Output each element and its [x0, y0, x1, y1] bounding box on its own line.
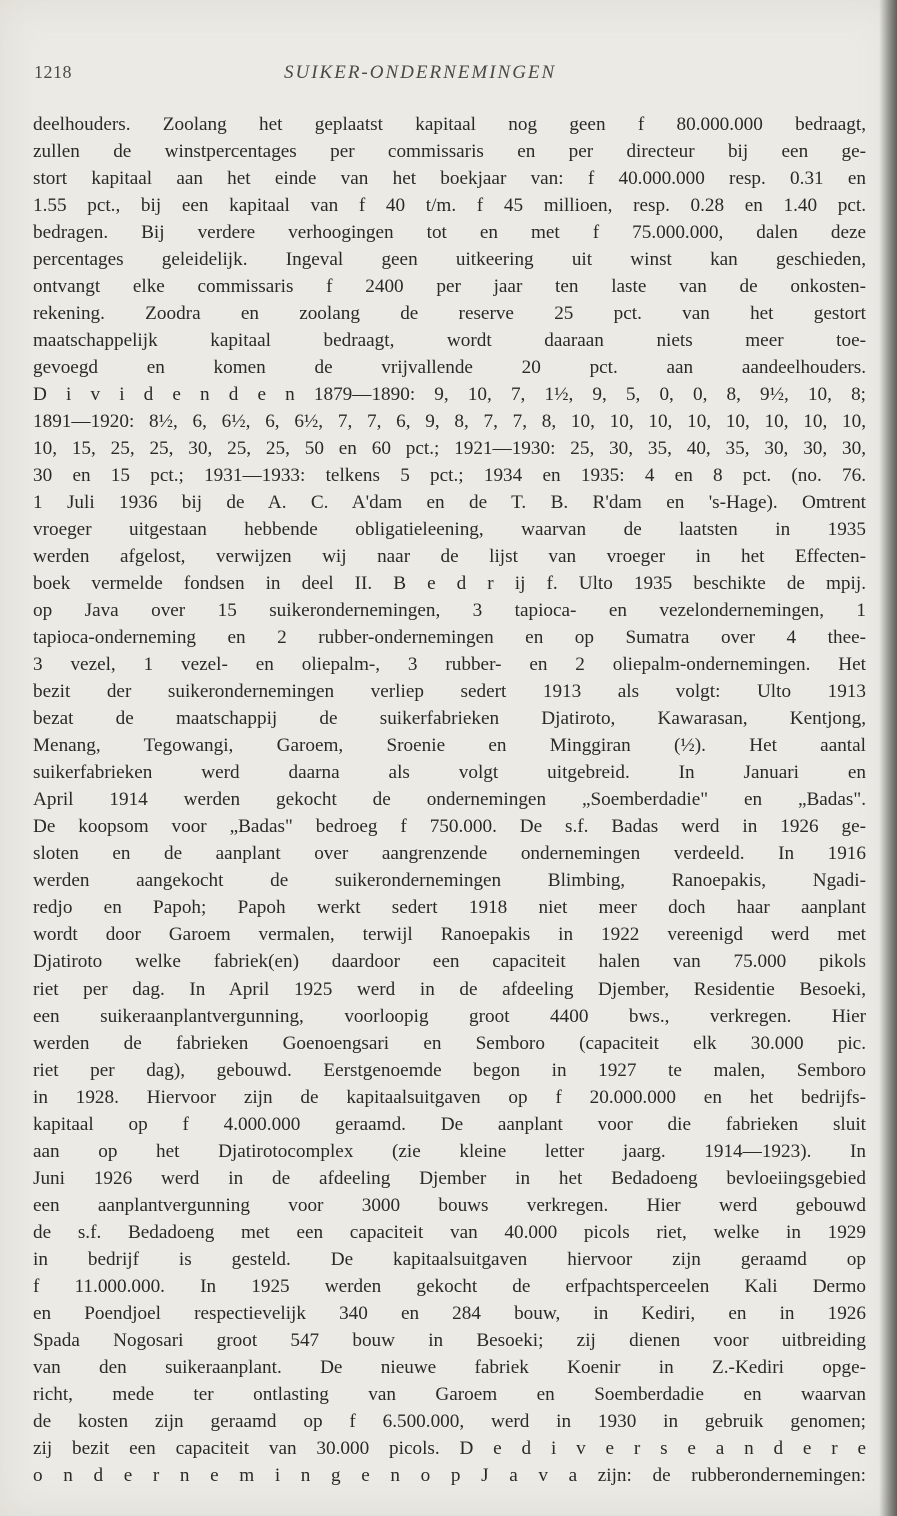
text-line: maatschappelijk kapitaal bedraagt, wordt daaraan niets meer toe-: [33, 330, 866, 352]
text-line: 3 vezel, 1 vezel- en oliepalm-, 3 rubber- en 2 oliepalm-ondernemingen. Het: [33, 654, 866, 676]
running-title: SUIKER-ONDERNEMINGEN: [284, 62, 557, 83]
text-line: sloten en de aanplant over aangrenzende ondernemingen verdeeld. In 1916: [33, 843, 866, 865]
text-line: deelhouders. Zoolang het geplaatst kapitaal nog geen f 80.000.000 bedraagt,: [33, 114, 866, 135]
text-line: f 11.000.000. In 1925 werden gekocht de erfpachtsperceelen Kali Dermo: [33, 1275, 866, 1297]
text-line: 10, 15, 25, 25, 30, 25, 25, 50 en 60 pct.; 1921—1930: 25, 30, 35, 40, 35, 30, 30, 30,: [33, 438, 866, 460]
text-line: stort kapitaal aan het einde van het boekjaar van: f 40.000.000 resp. 0.31 en: [33, 168, 866, 190]
text-line: werden de fabrieken Goenoengsari en Semboro (capaciteit elk 30.000 pic.: [33, 1032, 866, 1054]
text-line: in 1928. Hiervoor zijn de kapitaalsuitgaven op f 20.000.000 en het bedrijfs-: [33, 1086, 866, 1108]
text-line: gevoegd en komen de vrijvallende 20 pct. aan aandeelhouders.: [33, 357, 866, 379]
text-line: D i v i d e n d e n 1879—1890: 9, 10, 7, 1½, 9, 5, 0, 0, 8, 9½, 10, 8;: [33, 384, 866, 406]
text-line: Djatiroto welke fabriek(en) daardoor een capaciteit halen van 75.000 pikols: [33, 951, 866, 973]
text-line: werden aangekocht de suikerondernemingen Blimbing, Ranoepakis, Ngadi-: [33, 870, 866, 892]
page-edge-shadow: [879, 0, 897, 1516]
text-line: bezat de maatschappij de suikerfabrieken Djatiroto, Kawarasan, Kentjong,: [33, 708, 866, 730]
text-line: bezit der suikerondernemingen verliep sedert 1913 als volgt: Ulto 1913: [33, 681, 866, 703]
page-number: 1218: [34, 62, 72, 82]
text-line: Menang, Tegowangi, Garoem, Sroenie en Minggiran (½). Het aantal: [33, 735, 866, 757]
text-line: 30 en 15 pct.; 1931—1933: telkens 5 pct.; 1934 en 1935: 4 en 8 pct. (no. 76.: [33, 465, 866, 487]
text-line: April 1914 werden gekocht de ondernemingen „Soemberdadie" en „Badas".: [33, 789, 866, 811]
text-line: Spada Nogosari groot 547 bouw in Besoeki; zij dienen voor uitbreiding: [33, 1329, 866, 1351]
text-line: de kosten zijn geraamd op f 6.500.000, werd in 1930 in gebruik genomen;: [33, 1410, 866, 1432]
text-line: 1 Juli 1936 bij de A. C. A'dam en de T. B. R'dam en 's-Hage). Omtrent: [33, 492, 866, 514]
body-text: [33, 111, 866, 1489]
text-line: wordt door Garoem vermalen, terwijl Ranoepakis in 1922 vereenigd werd met: [33, 924, 866, 946]
text-line: op Java over 15 suikerondernemingen, 3 tapioca- en vezelondernemingen, 1: [33, 600, 866, 622]
text-line: van den suikeraanplant. De nieuwe fabriek Koenir in Z.-Kediri opge-: [33, 1356, 866, 1378]
text-line: 1.55 pct., bij een kapitaal van f 40 t/m. f 45 millioen, resp. 0.28 en 1.40 pct.: [33, 195, 866, 217]
text-line: een suikeraanplantvergunning, voorloopig groot 4400 bws., verkregen. Hier: [33, 1005, 866, 1027]
text-line: redjo en Papoh; Papoh werkt sedert 1918 niet meer doch haar aanplant: [33, 897, 866, 919]
text-line: boek vermelde fondsen in deel II. B e d r ij f. Ulto 1935 beschikte de mpij.: [33, 573, 866, 595]
text-line: rekening. Zoodra en zoolang de reserve 25 pct. van het gestort: [33, 303, 866, 325]
text-line: riet per dag. In April 1925 werd in de afdeeling Djember, Residentie Besoeki,: [33, 978, 866, 1000]
text-line: zullen de winstpercentages per commissaris en per directeur bij een ge-: [33, 141, 866, 163]
text-line: 1891—1920: 8½, 6, 6½, 6, 6½, 7, 7, 6, 9, 8, 7, 7, 8, 10, 10, 10, 10, 10, 10, 10, 10,: [33, 411, 866, 433]
text-line: suikerfabrieken werd daarna als volgt uitgebreid. In Januari en: [33, 762, 866, 784]
text-line: en Poendjoel respectievelijk 340 en 284 bouw, in Kediri, en in 1926: [33, 1302, 866, 1324]
text-line: tapioca-onderneming en 2 rubber-ondernemingen en op Sumatra over 4 thee-: [33, 627, 866, 649]
text-line: percentages geleidelijk. Ingeval geen uitkeering uit winst kan geschieden,: [33, 249, 866, 271]
text-line: o n d e r n e m i n g e n o p J a v a zijn: de rubberondernemingen:: [33, 1464, 866, 1486]
text-line: de s.f. Bedadoeng met een capaciteit van 40.000 picols riet, welke in 1929: [33, 1221, 866, 1243]
text-line: vroeger uitgestaan hebbende obligatieleening, waarvan de laatsten in 1935: [33, 519, 866, 541]
text-line: De koopsom voor „Badas" bedroeg f 750.000. De s.f. Badas werd in 1926 ge-: [33, 816, 866, 838]
text-line: richt, mede ter ontlasting van Garoem en Soemberdadie en waarvan: [33, 1383, 866, 1405]
page-header: [34, 62, 864, 90]
text-line: een aanplantvergunning voor 3000 bouws verkregen. Hier werd gebouwd: [33, 1194, 866, 1216]
text-line: bedragen. Bij verdere verhoogingen tot en met f 75.000.000, dalen deze: [33, 222, 866, 244]
text-line: Juni 1926 werd in de afdeeling Djember in het Bedadoeng bevloeiingsgebied: [33, 1167, 866, 1189]
text-line: riet per dag), gebouwd. Eerstgenoemde begon in 1927 te malen, Semboro: [33, 1059, 866, 1081]
text-line: aan op het Djatirotocomplex (zie kleine letter jaarg. 1914—1923). In: [33, 1140, 866, 1162]
text-line: zij bezit een capaciteit van 30.000 picols. D e d i v e r s e a n d e r e: [33, 1437, 866, 1459]
text-line: in bedrijf is gesteld. De kapitaalsuitgaven hiervoor zijn geraamd op: [33, 1248, 866, 1270]
text-line: ontvangt elke commissaris f 2400 per jaar ten laste van de onkosten-: [33, 276, 866, 298]
text-line: werden afgelost, verwijzen wij naar de lijst van vroeger in het Effecten-: [33, 546, 866, 568]
text-line: kapitaal op f 4.000.000 geraamd. De aanplant voor die fabrieken sluit: [33, 1113, 866, 1135]
